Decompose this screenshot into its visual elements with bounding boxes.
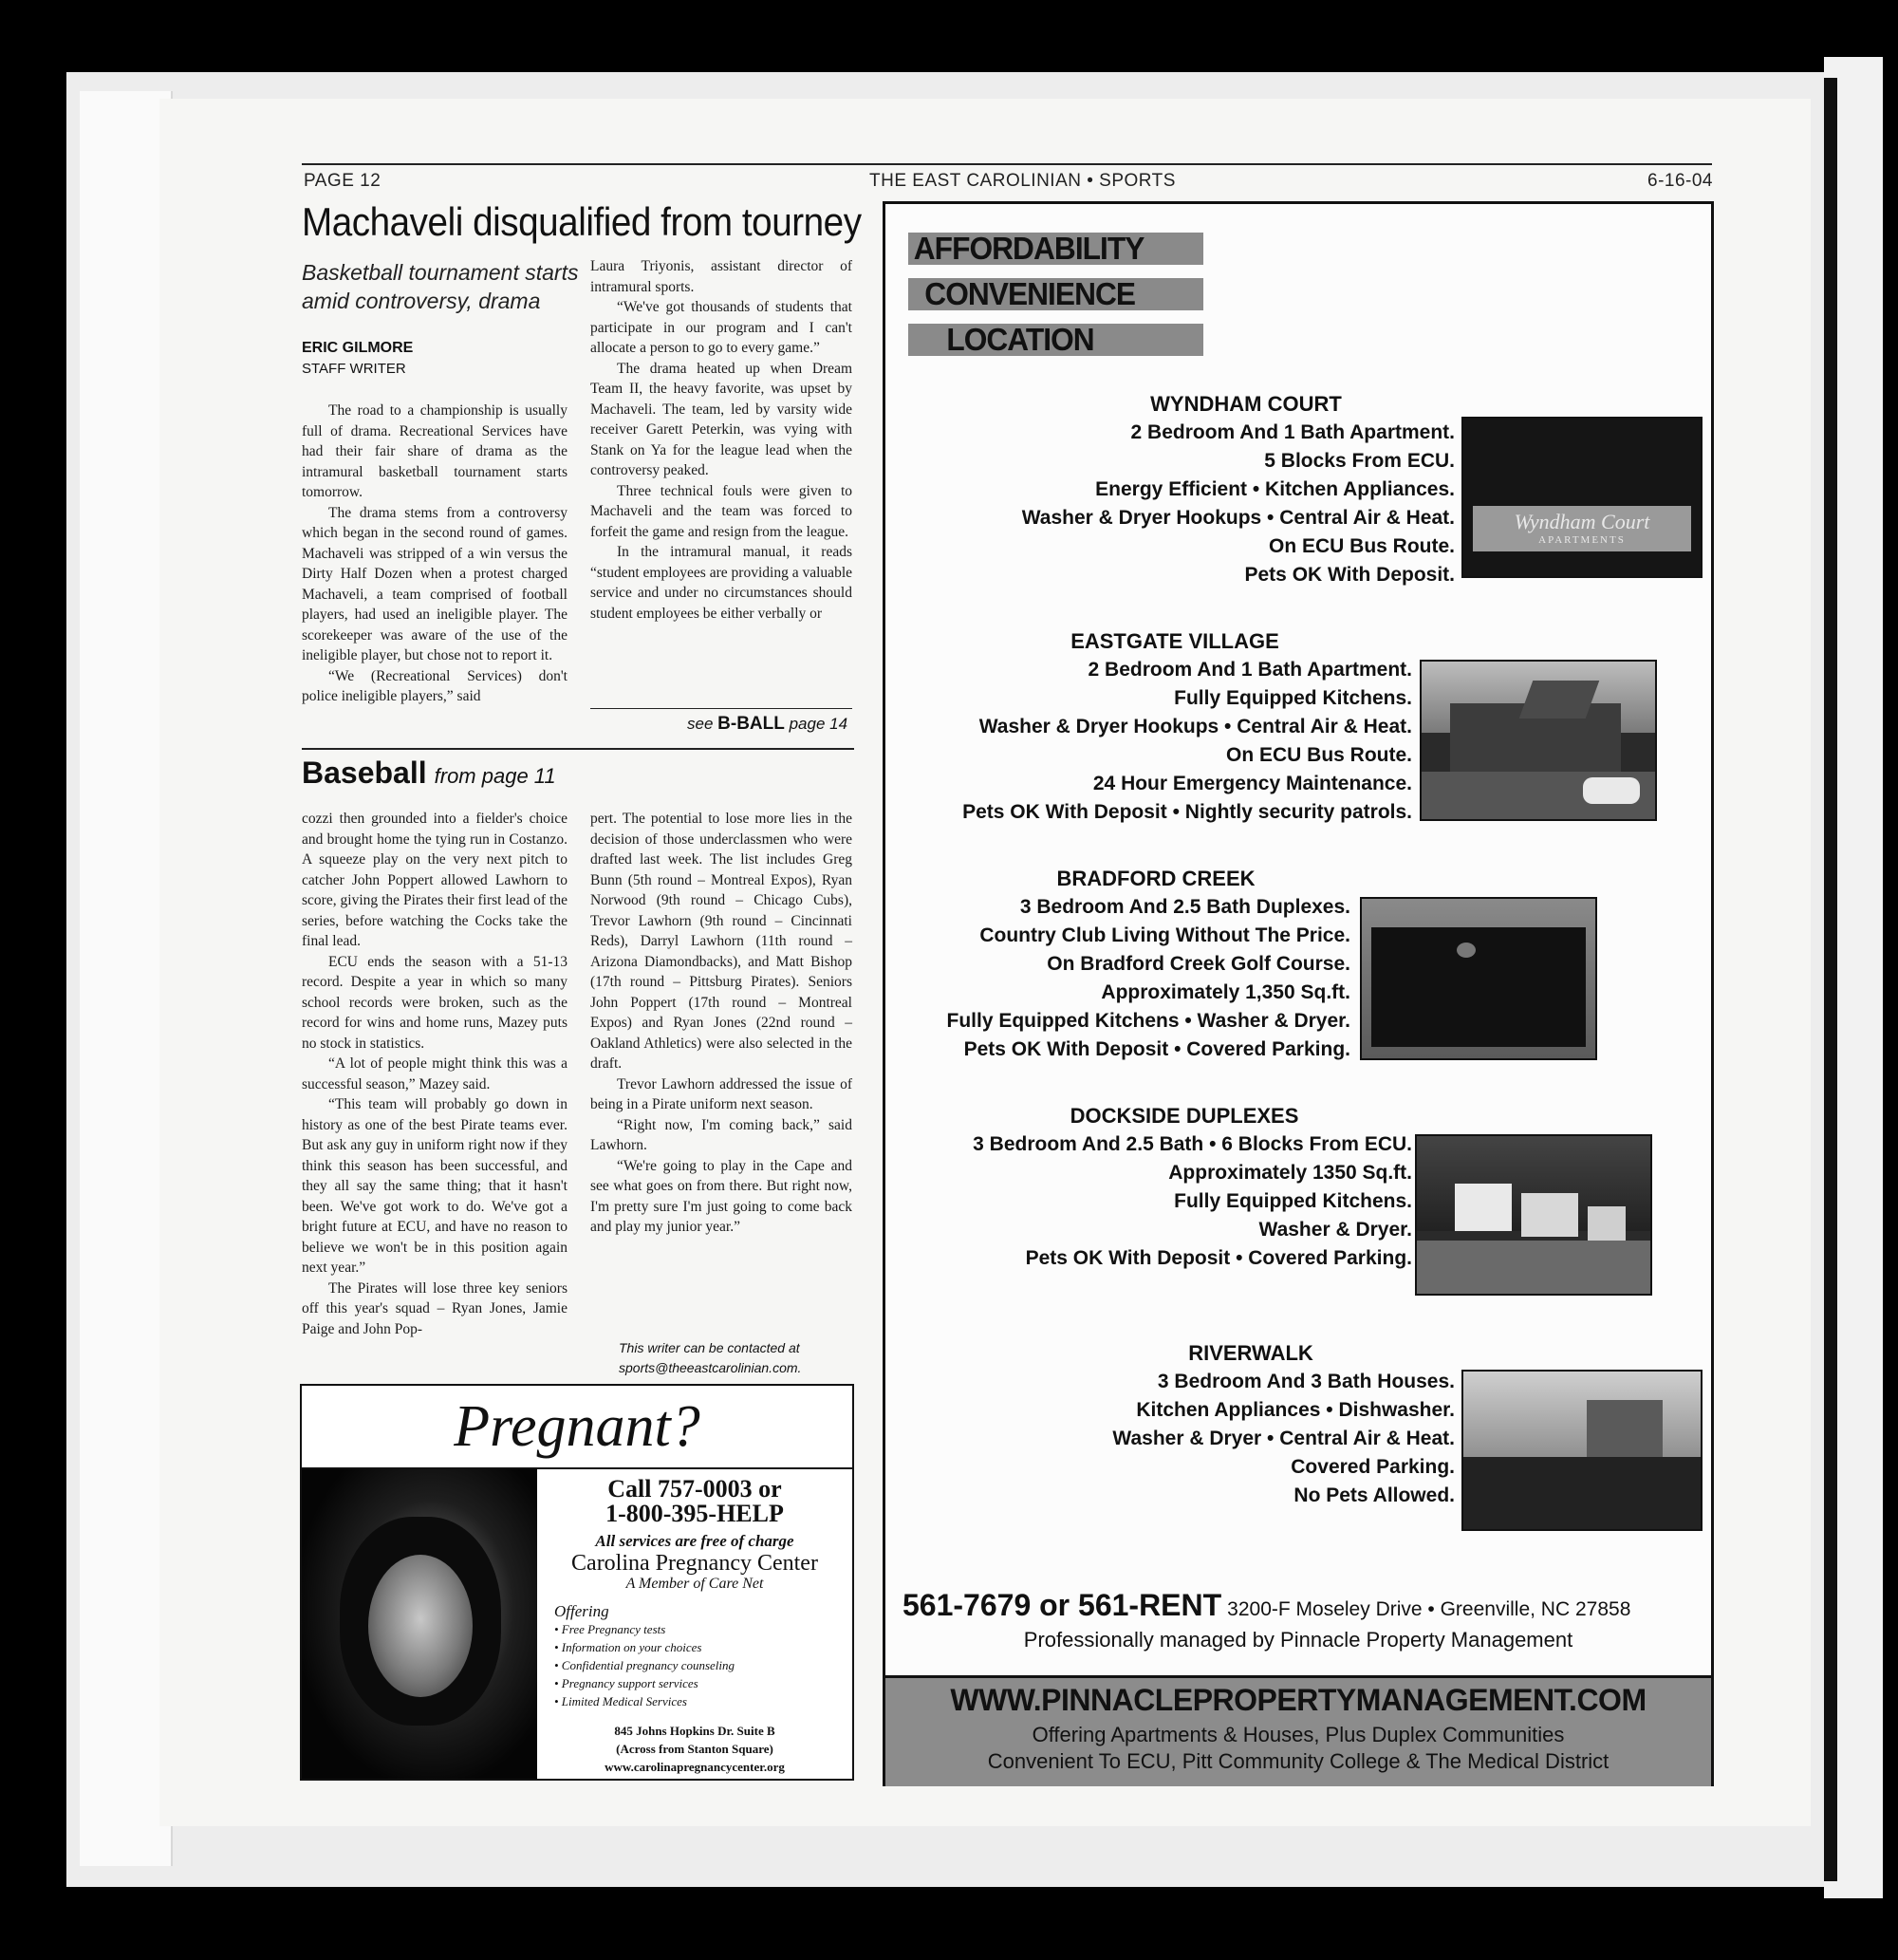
center-name: Carolina Pregnancy Center bbox=[571, 1551, 818, 1576]
riverwalk-photo bbox=[1461, 1370, 1703, 1531]
deck: Basketball tournament starts amid controversy, drama bbox=[302, 260, 579, 313]
eastgate-village-photo bbox=[1420, 660, 1657, 821]
header-rule bbox=[302, 163, 1712, 165]
website-banner bbox=[885, 1675, 1711, 1786]
paragraph: pert. The potential to lose more lies in the decision of those underclassmen who were drafted last week. The list includes Greg Bunn (5th round – Montreal Expos), Ryan Norwood (9th round – Chicago Cubs), Trevor Lawhorn (9th round – Cincinnati Reds), Darryl Lawhorn (11th round – Arizona Diamondbacks), and Matt Bishop (17th round – Pittsburg Pirates). Seniors John Poppert (17th round – Montreal Expos) and Ryan Jones (22nd round – Oakland Athletics) were also selected in the draft. bbox=[590, 811, 852, 1072]
ad-contact-block bbox=[539, 1477, 850, 1593]
listing-line: 5 Blocks From ECU. bbox=[1264, 450, 1455, 472]
listing-line: On ECU Bus Route. bbox=[1268, 535, 1455, 557]
baseball-jump-head bbox=[302, 756, 556, 791]
paragraph: Three technical fouls were given to Machaveli and the team was forced to forfeit the game and resign from the league. bbox=[590, 482, 852, 540]
paragraph: The drama heated up when Dream Team II, the heavy favorite, was upset by Machaveli. The team, led by varsity wide receiver Garett Peterkin, was vying with Stank on Ya for the league lead when the controversy peaked. bbox=[590, 360, 852, 478]
paragraph: “Right now, I'm coming back,” said Lawhorn. bbox=[590, 1116, 852, 1153]
address-note: (Across from Stanton Square) bbox=[616, 1742, 773, 1756]
adjacent-page-edge bbox=[1824, 57, 1883, 1898]
paragraph: In the intramural manual, it reads “student employees are providing a valuable service and under no circumstances should student employees be either verbally or bbox=[590, 544, 852, 622]
paragraph: The road to a championship is usually full of drama. Recreational Services have had their fair share of drama as the intramural basketball tournament starts tomorrow. bbox=[302, 402, 568, 500]
contact-email[interactable]: sports@theeastcarolinian.com. bbox=[619, 1360, 802, 1375]
article-column bbox=[302, 809, 568, 1339]
listing-name: WYNDHAM COURT bbox=[1150, 392, 1342, 416]
paragraph: Laura Triyonis, assistant director of intramural sports. bbox=[590, 258, 852, 295]
paragraph: “A lot of people might think this was a successful season,” Mazey said. bbox=[302, 1055, 568, 1092]
photo-ground bbox=[1417, 1241, 1650, 1294]
photo-ground bbox=[1463, 1457, 1701, 1529]
tagline-location: LOCATION bbox=[908, 324, 1203, 356]
listing-line: Energy Efficient • Kitchen Appliances. bbox=[1095, 478, 1455, 500]
listing-line: 3 Bedroom And 2.5 Bath Duplexes. bbox=[1019, 896, 1350, 918]
ad-title: Pregnant? bbox=[302, 1386, 852, 1469]
dockside-duplexes-photo bbox=[1415, 1134, 1652, 1296]
listing-line: Washer & Dryer Hookups • Central Air & Heat. bbox=[978, 716, 1412, 737]
listing-line: Pets OK With Deposit • Nightly security patrols. bbox=[962, 801, 1412, 823]
paragraph: “We (Recreational Services) don't police ineligible players,” said bbox=[302, 667, 568, 704]
free-services: All services are free of charge bbox=[595, 1532, 794, 1550]
paragraph: Trevor Lawhorn addressed the issue of being in a Pirate uniform next season. bbox=[590, 1075, 852, 1112]
listing-line: 24 Hour Emergency Maintenance. bbox=[1092, 773, 1412, 794]
contact-line: This writer can be contacted at bbox=[619, 1340, 800, 1355]
listing-eastgate-village bbox=[881, 627, 1412, 827]
listing-line: Washer & Dryer. bbox=[1258, 1219, 1412, 1241]
offering-item: • Limited Medical Services bbox=[554, 1694, 687, 1708]
listing-line: Pets OK With Deposit • Covered Parking. bbox=[1025, 1247, 1412, 1269]
paragraph: “We're going to play in the Cape and see what goes on from there. But right now, I'm pretty sure I'm just going to come back and play my junior year.” bbox=[590, 1157, 852, 1235]
membership: A Member of Care Net bbox=[625, 1576, 764, 1592]
listing-name: DOCKSIDE DUPLEXES bbox=[1070, 1104, 1299, 1128]
center-website[interactable]: www.carolinapregnancycenter.org bbox=[605, 1760, 785, 1774]
pregnancy-center-ad bbox=[300, 1384, 854, 1781]
byline-author: ERIC GILMORE bbox=[302, 340, 414, 356]
paragraph: “We've got thousands of students that participate in our program and I can't allocate a person to go to every game.” bbox=[590, 299, 852, 356]
sign-subtext: APARTMENTS bbox=[1538, 534, 1626, 546]
listing-line: Kitchen Appliances • Dishwasher. bbox=[1136, 1399, 1455, 1421]
photo-window bbox=[1457, 943, 1476, 958]
listing-line: 2 Bedroom And 1 Bath Apartment. bbox=[1130, 421, 1455, 443]
phone-numbers[interactable]: 561-7679 or 561-RENT bbox=[902, 1588, 1222, 1622]
issue-date: 6-16-04 bbox=[1647, 171, 1713, 191]
listing-wyndham-court bbox=[923, 390, 1455, 589]
sign-text: Wyndham Court bbox=[1514, 510, 1650, 533]
article-column bbox=[590, 256, 852, 624]
section-title: THE EAST CAROLINIAN • SPORTS bbox=[869, 171, 1176, 191]
jump-page: page 14 bbox=[789, 715, 848, 733]
photo-house bbox=[1521, 1193, 1578, 1237]
article-column bbox=[590, 809, 852, 1238]
office-address: 3200-F Moseley Drive • Greenville, NC 27858 bbox=[1227, 1598, 1631, 1620]
management-credit: Professionally managed by Pinnacle Property Management bbox=[1023, 1628, 1573, 1652]
listing-line: Fully Equipped Kitchens • Washer & Dryer. bbox=[946, 1010, 1350, 1032]
listing-line: No Pets Allowed. bbox=[1293, 1484, 1455, 1506]
listing-riverwalk bbox=[923, 1339, 1455, 1510]
offering-item: • Information on your choices bbox=[554, 1640, 702, 1654]
listing-line: On ECU Bus Route. bbox=[1225, 744, 1412, 766]
pinnacle-property-ad bbox=[883, 201, 1714, 1786]
offerings-list bbox=[554, 1602, 839, 1710]
listing-line: Washer & Dryer Hookups • Central Air & Heat. bbox=[1021, 507, 1455, 529]
listing-line: Pets OK With Deposit. bbox=[1244, 564, 1455, 586]
listing-line: Approximately 1350 Sq.ft. bbox=[1168, 1162, 1412, 1184]
address-line: 845 Johns Hopkins Dr. Suite B bbox=[614, 1724, 775, 1738]
photo-car bbox=[1583, 777, 1640, 804]
jump-line[interactable] bbox=[687, 714, 847, 735]
listing-line: Covered Parking. bbox=[1291, 1456, 1455, 1478]
paragraph: “This team will probably go down in history as one of the best Pirate teams ever. But ask any guy in uniform right now if they think this season has been successful, and they all say the same thing; that it hasn't been. We've got work to do. We've got a bright future at ECU, and have no reason to believe we won't be in this position again next year.” bbox=[302, 1096, 568, 1276]
photo-house bbox=[1588, 1206, 1626, 1241]
hotline-number: 1-800-395-HELP bbox=[605, 1500, 784, 1527]
listing-line: 3 Bedroom And 3 Bath Houses. bbox=[1157, 1371, 1455, 1392]
listing-line: Fully Equipped Kitchens. bbox=[1174, 687, 1412, 709]
listing-line: Fully Equipped Kitchens. bbox=[1174, 1190, 1412, 1212]
headline: Machaveli disqualified from tourney bbox=[302, 199, 862, 244]
listing-line: 2 Bedroom And 1 Bath Apartment. bbox=[1088, 659, 1412, 681]
offerings-title: Offering bbox=[554, 1602, 609, 1620]
paragraph: The drama stems from a controversy which began in the second round of games. Machaveli was stripped of a win versus the Dirty Half Dozen when a protest charged Machaveli, a team comprised of football players, had used an ineligible player. The scorekeeper was aware of the use of the ineligible player, but chose not to report it. bbox=[302, 504, 568, 663]
offering-item: • Pregnancy support services bbox=[554, 1676, 698, 1690]
photo-face bbox=[368, 1555, 473, 1697]
listing-line: Pets OK With Deposit • Covered Parking. bbox=[963, 1038, 1350, 1060]
contact-line bbox=[902, 1588, 1630, 1623]
banner-line: Offering Apartments & Houses, Plus Duplex Communities bbox=[1032, 1723, 1565, 1746]
paragraph: ECU ends the season with a 51-13 record. Despite a year in which so many school records were broken, such as the record for wins and home runs, Mazey puts no stock in statistics. bbox=[302, 953, 568, 1052]
paragraph: The Pirates will lose three key seniors off this year's squad – Ryan Jones, Jamie Paige and John Pop- bbox=[302, 1279, 568, 1337]
listing-name: EASTGATE VILLAGE bbox=[1070, 629, 1279, 653]
offering-item: • Free Pregnancy tests bbox=[554, 1622, 666, 1636]
website-url[interactable]: WWW.PINNACLEPROPERTYMANAGEMENT.COM bbox=[950, 1683, 1647, 1717]
jump-rule bbox=[590, 708, 852, 709]
article-column bbox=[302, 401, 568, 707]
banner-line: Convenient To ECU, Pitt Community College & The Medical District bbox=[987, 1749, 1610, 1773]
offering-item: • Confidential pregnancy counseling bbox=[554, 1658, 735, 1672]
bradford-creek-photo bbox=[1360, 897, 1597, 1060]
listing-bradford-creek bbox=[819, 865, 1350, 1064]
paragraph: cozzi then grounded into a fielder's choice and brought home the tying run in Costanzo. A squeeze play on the very next pitch to catcher John Poppert allowed Lawhorn to score, giving the Pirates their first lead of the series, before watching the Cocks take the final lead. bbox=[302, 811, 568, 949]
listing-line: Approximately 1,350 Sq.ft. bbox=[1101, 981, 1350, 1003]
listing-dockside-duplexes bbox=[843, 1102, 1412, 1273]
jump-key: B-BALL bbox=[717, 714, 785, 734]
jump-prefix: see bbox=[687, 715, 714, 733]
section-rule bbox=[302, 748, 854, 750]
photo-house bbox=[1455, 1184, 1512, 1231]
center-address bbox=[539, 1722, 850, 1776]
writer-contact bbox=[619, 1338, 801, 1378]
from-page: from page 11 bbox=[434, 764, 556, 788]
photo-roof bbox=[1519, 681, 1600, 719]
tagline-convenience: CONVENIENCE bbox=[908, 278, 1203, 310]
page-number: PAGE 12 bbox=[304, 171, 381, 191]
woman-photo bbox=[302, 1469, 537, 1779]
listing-line: Washer & Dryer • Central Air & Heat. bbox=[1112, 1428, 1455, 1449]
listing-line: On Bradford Creek Golf Course. bbox=[1047, 953, 1350, 975]
wyndham-court-photo bbox=[1461, 417, 1703, 578]
photo-building bbox=[1371, 927, 1586, 1047]
tagline-affordability: AFFORDABILITY bbox=[908, 233, 1203, 265]
listing-line: Country Club Living Without The Price. bbox=[979, 924, 1350, 946]
listing-name: BRADFORD CREEK bbox=[1056, 867, 1256, 890]
phone-number: Call 757-0003 or bbox=[607, 1475, 782, 1503]
byline-role: STAFF WRITER bbox=[302, 361, 406, 377]
listing-name: RIVERWALK bbox=[1188, 1341, 1313, 1365]
listing-line: 3 Bedroom And 2.5 Bath • 6 Blocks From ECU. bbox=[973, 1133, 1412, 1155]
baseball-kicker: Baseball bbox=[302, 756, 427, 790]
